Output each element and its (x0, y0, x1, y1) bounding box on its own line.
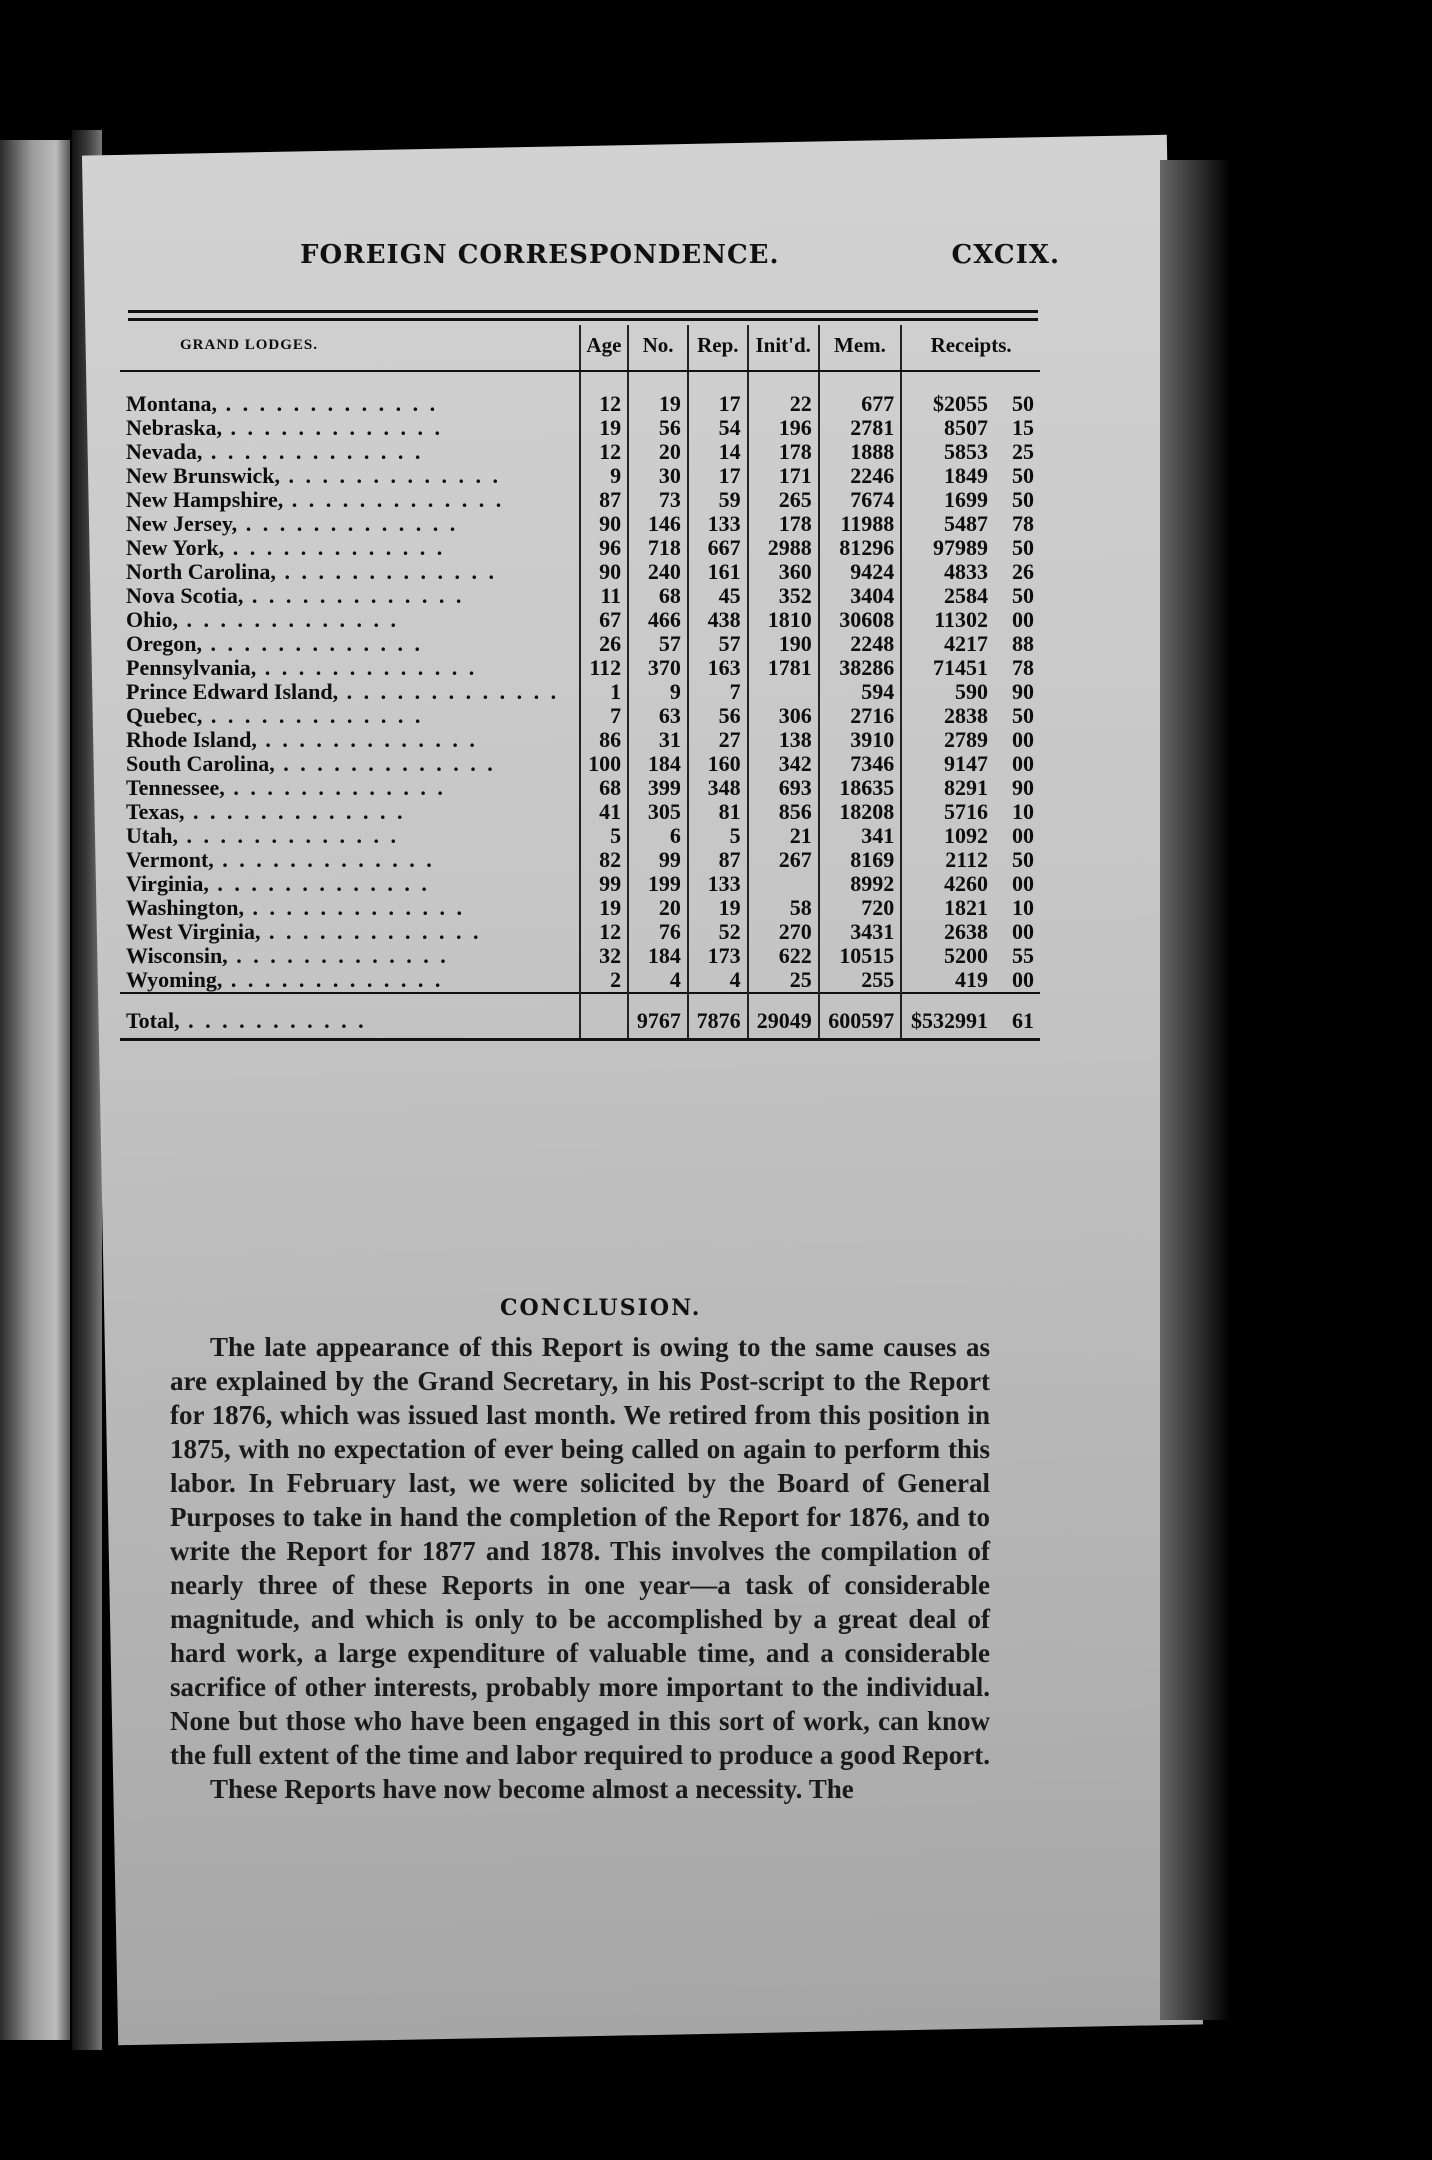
cell-rep: 81 (688, 800, 748, 824)
cell-age: 67 (580, 608, 628, 632)
cell-no: 184 (628, 752, 688, 776)
cell-no: 399 (628, 776, 688, 800)
leader-dots: . . . . . . . . . . . . . (274, 752, 496, 776)
leader-dots: . . . . . . . . . . . . . (244, 896, 465, 920)
cell-age: 12 (580, 440, 628, 464)
cell-initd: 1781 (748, 656, 819, 680)
cell-no: 9 (628, 680, 688, 704)
cell-lodge-name: Rhode Island, . . . . . . . . . . . . . (126, 728, 478, 752)
leader-dots: . . . . . . . . . . . . . (221, 416, 443, 440)
cell-mem: 3910 (819, 728, 901, 752)
cell-receipts-cents: 90 (1012, 775, 1034, 800)
table-row (120, 944, 1040, 968)
table-row (120, 371, 1040, 416)
table-row (120, 656, 1040, 680)
cell-rep: 133 (688, 512, 748, 536)
cell-no: 30 (628, 464, 688, 488)
cell-initd: 342 (748, 752, 819, 776)
leader-dots: . . . . . . . . . . . . . (256, 728, 478, 752)
cell-rep: 438 (688, 608, 748, 632)
cell-receipts: 2638 (901, 920, 994, 944)
cell-receipts-cents: 50 (1012, 703, 1034, 728)
cell-receipts-cents: 50 (1012, 487, 1034, 512)
cell-receipts: 4833 (901, 560, 994, 584)
page-number: CXCIX. (951, 240, 1060, 270)
cell-mem: 18635 (819, 776, 901, 800)
leader-dots: . . . . . . . . . . . . . (217, 391, 439, 416)
cell-receipts-cents: 50 (1012, 535, 1034, 560)
cell-no: 31 (628, 728, 688, 752)
leader-dots: . . . . . . . . . . . . . (177, 608, 399, 632)
cell-mem: 10515 (819, 944, 901, 968)
cell-mem: 8992 (819, 872, 901, 896)
cell-mem: 2716 (819, 704, 901, 728)
cell-lodge-name: Texas, . . . . . . . . . . . . . (126, 800, 406, 824)
cell-initd: 178 (748, 440, 819, 464)
cell-initd: 360 (748, 560, 819, 584)
total-rep: 7876 (688, 993, 748, 1040)
table-row (120, 536, 1040, 560)
cell-age: 12 (580, 920, 628, 944)
cell-mem: 3431 (819, 920, 901, 944)
cell-rep: 52 (688, 920, 748, 944)
leader-dots: . . . . . . . . . . . . . (202, 440, 424, 464)
leader-dots: . . . . . . . . . . . . . (237, 512, 459, 536)
section-heading: CONCLUSION. (500, 1295, 702, 1321)
table-end-rule (120, 1040, 1040, 1048)
cell-initd: 171 (748, 464, 819, 488)
leader-dots: . . . . . . . . . . . . . (222, 968, 444, 992)
cell-mem: 2248 (819, 632, 901, 656)
cell-no: 56 (628, 416, 688, 440)
cell-mem: 3404 (819, 584, 901, 608)
cell-lodge-name: Virginia, . . . . . . . . . . . . . (126, 872, 430, 896)
table-row (120, 464, 1040, 488)
cell-initd: 196 (748, 416, 819, 440)
cell-receipts: 5200 (901, 944, 994, 968)
cell-rep: 59 (688, 488, 748, 512)
cell-receipts: 2789 (901, 728, 994, 752)
cell-initd: 138 (748, 728, 819, 752)
cell-lodge-name: Nova Scotia, . . . . . . . . . . . . . (126, 584, 465, 608)
cell-initd: 265 (748, 488, 819, 512)
cell-age: 96 (580, 536, 628, 560)
cell-rep: 161 (688, 560, 748, 584)
cell-age: 41 (580, 800, 628, 824)
cell-mem: 11988 (819, 512, 901, 536)
cell-age: 2 (580, 968, 628, 993)
cell-initd: 622 (748, 944, 819, 968)
cell-lodge-name: Ohio, . . . . . . . . . . . . . (126, 608, 399, 632)
running-head (300, 235, 1060, 275)
cell-receipts: 590 (901, 680, 994, 704)
leader-dots: . . . . . . . . . . . . . (256, 656, 478, 680)
cell-rep: 87 (688, 848, 748, 872)
table-row (120, 512, 1040, 536)
column-header-no: No. (628, 325, 688, 371)
conclusion-text (170, 1330, 990, 1806)
leader-dots: . . . . . . . . . . . . . (283, 488, 505, 512)
cell-receipts-cents: 50 (1012, 391, 1034, 416)
cell-lodge-name: Quebec, . . . . . . . . . . . . . (126, 704, 424, 728)
paragraph: These Reports have now become almost a necessity. The (210, 1774, 854, 1804)
column-header-mem: Mem. (819, 325, 901, 371)
cell-receipts: 5716 (901, 800, 994, 824)
cell-initd: 178 (748, 512, 819, 536)
total-age (580, 993, 628, 1040)
cell-receipts: 4260 (901, 872, 994, 896)
leader-dots: . . . . . . . . . . . . . (243, 584, 465, 608)
table-row (120, 968, 1040, 993)
table-row (120, 728, 1040, 752)
paragraph: The late appearance of this Report is owing to the same causes as are explained by the Grand Secretary, in his Post-script to the Report for 1876, which was issued last month. We retired from this position in 1875, with no expectation of ever being called on again to perform this labor. In February last, we were solicited by the Board of General Purposes to take in hand the completion of the Report for 1876, and to write the Report for 1877 and 1878. This involves the compilation of nearly three of these Reports in one year—a task of considerable magnitude, and which is only to be accomplished by a great deal of hard work, a large expenditure of valuable time, and a considerable sacrifice of other interests, probably more important to the individual. None but those who have been engaged in this sort of work, can know the full extent of the time and labor required to produce a good Report. (170, 1332, 990, 1770)
leader-dots: . . . . . . . . . . . . . (208, 872, 430, 896)
table-row (120, 584, 1040, 608)
cell-receipts: 1699 (901, 488, 994, 512)
cell-receipts-cents: 00 (1012, 751, 1034, 776)
table-row (120, 704, 1040, 728)
table-body (120, 371, 1040, 993)
cell-initd: 270 (748, 920, 819, 944)
cell-no: 76 (628, 920, 688, 944)
total-label: Total, . . . . . . . . . . . (120, 993, 580, 1040)
cell-age: 26 (580, 632, 628, 656)
cell-initd (748, 872, 819, 896)
cell-receipts-cents: 78 (1012, 511, 1034, 536)
cell-mem: 720 (819, 896, 901, 920)
cell-age: 99 (580, 872, 628, 896)
cell-no: 57 (628, 632, 688, 656)
cell-receipts: 2584 (901, 584, 994, 608)
page-right-edge (1160, 160, 1230, 2020)
cell-receipts-cents: 88 (1012, 631, 1034, 656)
table-row (120, 632, 1040, 656)
column-header-initd: Init'd. (748, 325, 819, 371)
cell-mem: 255 (819, 968, 901, 993)
cell-receipts-cents: 00 (1012, 871, 1034, 896)
cell-initd: 25 (748, 968, 819, 993)
cell-initd: 2988 (748, 536, 819, 560)
cell-rep: 7 (688, 680, 748, 704)
cell-lodge-name: Vermont, . . . . . . . . . . . . . (126, 848, 435, 872)
table-row (120, 416, 1040, 440)
facing-page-edge (0, 140, 70, 2040)
cell-rep: 173 (688, 944, 748, 968)
cell-initd: 352 (748, 584, 819, 608)
cell-age: 82 (580, 848, 628, 872)
cell-age: 1 (580, 680, 628, 704)
cell-lodge-name: Nebraska, . . . . . . . . . . . . . (126, 416, 443, 440)
table-row (120, 896, 1040, 920)
cell-lodge-name: Wisconsin, . . . . . . . . . . . . . (126, 944, 449, 968)
cell-no: 184 (628, 944, 688, 968)
cell-receipts-cents: 00 (1012, 823, 1034, 848)
cell-age: 19 (580, 416, 628, 440)
table-row (120, 824, 1040, 848)
cell-receipts: 1821 (901, 896, 994, 920)
cell-receipts-cents: 55 (1012, 943, 1034, 968)
cell-lodge-name: Pennsylvania, . . . . . . . . . . . . . (126, 656, 478, 680)
cell-no: 718 (628, 536, 688, 560)
cell-mem: 677 (819, 371, 901, 416)
cell-mem: 2246 (819, 464, 901, 488)
cell-rep: 17 (688, 464, 748, 488)
leader-dots: . . . . . . . . . . . . . (224, 776, 446, 800)
cell-receipts-cents: 15 (1012, 415, 1034, 440)
cell-age: 32 (580, 944, 628, 968)
cell-age: 11 (580, 584, 628, 608)
cell-receipts-cents: 90 (1012, 679, 1034, 704)
cell-mem: 9424 (819, 560, 901, 584)
cell-receipts: 71451 (901, 656, 994, 680)
cell-receipts-cents: 50 (1012, 463, 1034, 488)
cell-receipts: 2112 (901, 848, 994, 872)
cell-lodge-name: Nevada, . . . . . . . . . . . . . (126, 440, 424, 464)
leader-dots: . . . . . . . . . . . . . (260, 920, 482, 944)
cell-no: 20 (628, 440, 688, 464)
cell-rep: 17 (688, 371, 748, 416)
cell-age: 19 (580, 896, 628, 920)
cell-no: 19 (628, 371, 688, 416)
cell-no: 240 (628, 560, 688, 584)
leader-dots: . . . . . . . . . . . . . (177, 824, 399, 848)
cell-lodge-name: New Brunswick, . . . . . . . . . . . . . (126, 464, 502, 488)
cell-lodge-name: New York, . . . . . . . . . . . . . (126, 536, 446, 560)
cell-rep: 348 (688, 776, 748, 800)
cell-mem: 81296 (819, 536, 901, 560)
cell-no: 146 (628, 512, 688, 536)
cell-mem: 7346 (819, 752, 901, 776)
leader-dots: . . . . . . . . . . . . . (213, 848, 435, 872)
cell-receipts: 5487 (901, 512, 994, 536)
cell-receipts: 5853 (901, 440, 994, 464)
cell-initd: 190 (748, 632, 819, 656)
cell-age: 9 (580, 464, 628, 488)
cell-initd: 267 (748, 848, 819, 872)
cell-lodge-name: Wyoming, . . . . . . . . . . . . . (126, 968, 444, 992)
cell-initd: 306 (748, 704, 819, 728)
cell-mem: 8169 (819, 848, 901, 872)
total-receipts: $532991 (901, 993, 994, 1040)
cell-age: 90 (580, 560, 628, 584)
cell-receipts: 2838 (901, 704, 994, 728)
cell-rep: 54 (688, 416, 748, 440)
cell-receipts-cents: 50 (1012, 583, 1034, 608)
cell-receipts-cents: 78 (1012, 655, 1034, 680)
total-no: 9767 (628, 993, 688, 1040)
cell-no: 466 (628, 608, 688, 632)
table-row (120, 488, 1040, 512)
cell-receipts: 419 (901, 968, 994, 993)
cell-receipts: 8507 (901, 416, 994, 440)
cell-receipts: 8291 (901, 776, 994, 800)
cell-receipts: 11302 (901, 608, 994, 632)
cell-lodge-name: Utah, . . . . . . . . . . . . . (126, 824, 399, 848)
cell-no: 73 (628, 488, 688, 512)
top-rule (128, 310, 1038, 313)
cell-receipts: $2055 (901, 371, 994, 416)
total-receipts-cents: 61 (994, 993, 1040, 1040)
cell-receipts-cents: 00 (1012, 967, 1034, 992)
cell-no: 370 (628, 656, 688, 680)
cell-mem: 7674 (819, 488, 901, 512)
table-row (120, 752, 1040, 776)
cell-age: 86 (580, 728, 628, 752)
cell-receipts-cents: 00 (1012, 919, 1034, 944)
cell-lodge-name: South Carolina, . . . . . . . . . . . . . (126, 752, 496, 776)
cell-rep: 133 (688, 872, 748, 896)
cell-lodge-name: New Jersey, . . . . . . . . . . . . . (126, 512, 459, 536)
cell-age: 7 (580, 704, 628, 728)
cell-receipts-cents: 10 (1012, 895, 1034, 920)
cell-receipts-cents: 10 (1012, 799, 1034, 824)
cell-lodge-name: New Hampshire, . . . . . . . . . . . . . (126, 488, 505, 512)
cell-no: 68 (628, 584, 688, 608)
cell-rep: 160 (688, 752, 748, 776)
cell-no: 199 (628, 872, 688, 896)
top-rule-thin (128, 318, 1038, 321)
cell-rep: 27 (688, 728, 748, 752)
cell-mem: 594 (819, 680, 901, 704)
cell-receipts: 1849 (901, 464, 994, 488)
table-row (120, 920, 1040, 944)
cell-initd: 58 (748, 896, 819, 920)
cell-rep: 163 (688, 656, 748, 680)
cell-mem: 2781 (819, 416, 901, 440)
cell-rep: 4 (688, 968, 748, 993)
leader-dots: . . . . . . . . . . . . . (201, 632, 423, 656)
cell-receipts-cents: 25 (1012, 439, 1034, 464)
leader-dots: . . . . . . . . . . . . . (338, 680, 560, 704)
leader-dots: . . . . . . . . . . . . . (202, 704, 424, 728)
cell-no: 6 (628, 824, 688, 848)
cell-receipts-cents: 26 (1012, 559, 1034, 584)
cell-age: 68 (580, 776, 628, 800)
cell-initd: 21 (748, 824, 819, 848)
column-header-receipts: Receipts. (901, 325, 1040, 371)
cell-no: 63 (628, 704, 688, 728)
cell-rep: 57 (688, 632, 748, 656)
cell-mem: 30608 (819, 608, 901, 632)
table-row (120, 608, 1040, 632)
cell-lodge-name: Prince Edward Island, . . . . . . . . . . . . . (126, 680, 560, 704)
cell-mem: 341 (819, 824, 901, 848)
cell-initd (748, 680, 819, 704)
table-row (120, 560, 1040, 584)
leader-dots: . . . . . . . . . . . . . (184, 800, 406, 824)
leader-dots: . . . . . . . . . . . . . (224, 536, 446, 560)
cell-no: 20 (628, 896, 688, 920)
column-header-age: Age (580, 325, 628, 371)
cell-no: 99 (628, 848, 688, 872)
cell-lodge-name: West Virginia, . . . . . . . . . . . . . (126, 920, 482, 944)
table-header-row (120, 325, 1040, 371)
table-row (120, 440, 1040, 464)
cell-receipts: 1092 (901, 824, 994, 848)
grand-lodges-table (120, 325, 1040, 1047)
cell-receipts: 4217 (901, 632, 994, 656)
cell-age: 90 (580, 512, 628, 536)
cell-rep: 45 (688, 584, 748, 608)
cell-initd: 1810 (748, 608, 819, 632)
total-mem: 600597 (819, 993, 901, 1040)
table-row (120, 872, 1040, 896)
cell-receipts-cents: 50 (1012, 847, 1034, 872)
cell-initd: 693 (748, 776, 819, 800)
cell-age: 112 (580, 656, 628, 680)
cell-lodge-name: Washington, . . . . . . . . . . . . . (126, 896, 465, 920)
cell-no: 305 (628, 800, 688, 824)
total-row (120, 993, 1040, 1040)
cell-receipts-cents: 00 (1012, 727, 1034, 752)
cell-initd: 856 (748, 800, 819, 824)
column-header-grand-lodges: GRAND LODGES. (120, 325, 580, 371)
cell-age: 5 (580, 824, 628, 848)
cell-age: 87 (580, 488, 628, 512)
total-initd: 29049 (748, 993, 819, 1040)
table-row (120, 848, 1040, 872)
leader-dots: . . . . . . . . . . . . . (227, 944, 449, 968)
cell-mem: 1888 (819, 440, 901, 464)
cell-rep: 56 (688, 704, 748, 728)
table-row (120, 776, 1040, 800)
column-header-rep: Rep. (688, 325, 748, 371)
cell-rep: 667 (688, 536, 748, 560)
cell-lodge-name: North Carolina, . . . . . . . . . . . . . (126, 560, 497, 584)
cell-lodge-name: Montana, . . . . . . . . . . . . . (126, 391, 439, 416)
cell-receipts: 9147 (901, 752, 994, 776)
cell-no: 4 (628, 968, 688, 993)
cell-receipts: 97989 (901, 536, 994, 560)
cell-mem: 38286 (819, 656, 901, 680)
cell-receipts-cents: 00 (1012, 607, 1034, 632)
leader-dots: . . . . . . . . . . . . . (275, 560, 497, 584)
cell-age: 100 (580, 752, 628, 776)
leader-dots: . . . . . . . . . . . . . (280, 464, 502, 488)
table-row (120, 800, 1040, 824)
cell-age: 12 (580, 371, 628, 416)
cell-lodge-name: Tennessee, . . . . . . . . . . . . . (126, 776, 446, 800)
cell-mem: 18208 (819, 800, 901, 824)
cell-lodge-name: Oregon, . . . . . . . . . . . . . (126, 632, 423, 656)
cell-rep: 5 (688, 824, 748, 848)
cell-initd: 22 (748, 371, 819, 416)
cell-rep: 14 (688, 440, 748, 464)
cell-rep: 19 (688, 896, 748, 920)
running-head-title: FOREIGN CORRESPONDENCE. (300, 240, 780, 270)
table-row (120, 680, 1040, 704)
